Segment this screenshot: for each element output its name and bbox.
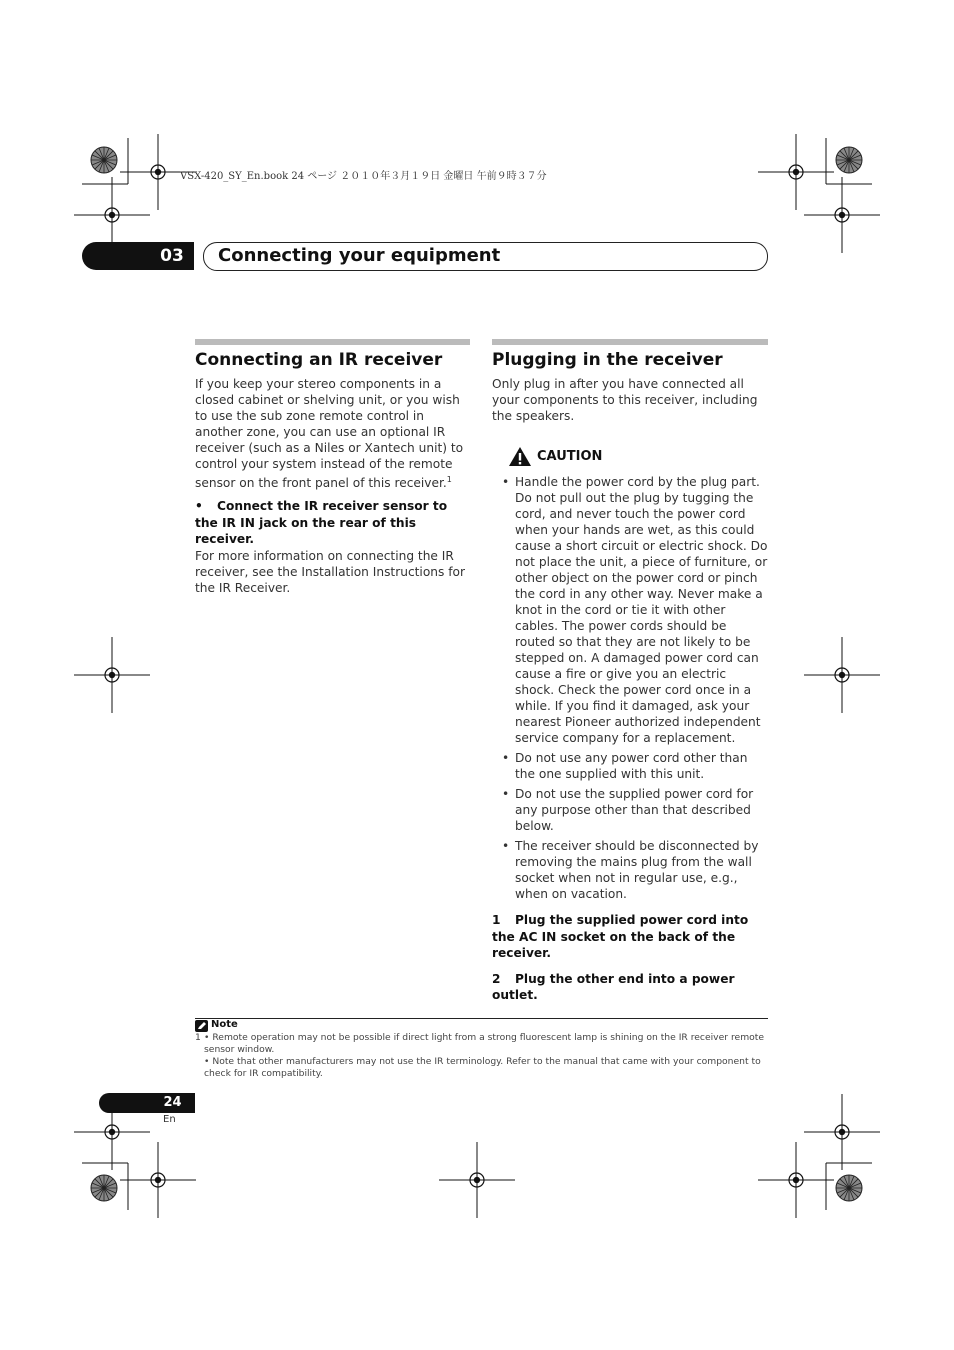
caution-heading xyxy=(492,444,768,468)
registration-mark-icon xyxy=(804,1094,880,1170)
note-item: • Note that other manufacturers may not use the IR terminology. Refer to the manual that came with your component to check for IR compatibility. xyxy=(204,1056,761,1079)
note-body xyxy=(204,1032,768,1080)
section-bar xyxy=(195,339,470,345)
step-text: Plug the other end into a power outlet. xyxy=(492,971,735,1002)
registration-mark-icon xyxy=(758,134,834,210)
chapter-title: Connecting your equipment xyxy=(218,245,501,266)
note-divider xyxy=(195,1018,768,1019)
right-column xyxy=(492,339,768,1004)
note-number: 1 xyxy=(195,1032,201,1043)
section-title-ir-receiver: Connecting an IR receiver xyxy=(195,350,443,370)
plugging-intro: Only plug in after you have connected all your components to this receiver, including the speakers. xyxy=(492,377,758,423)
print-header: VSX-420_SY_En.book 24 ページ ２０１０年３月１９日 金曜日 午前９時３７分 xyxy=(180,171,547,182)
caution-item: • Do not use the supplied power cord for any purpose other than that described below. xyxy=(492,786,768,834)
plug-step-2 xyxy=(492,971,768,1004)
page-number: 24 xyxy=(163,1095,182,1110)
step-bullet: • xyxy=(195,499,203,514)
registration-star-icon xyxy=(91,147,117,173)
step-text: Plug the supplied power cord into the AC IN socket on the back of the receiver. xyxy=(492,913,749,960)
registration-mark-icon xyxy=(74,637,150,713)
step-number: 1 xyxy=(492,913,501,927)
ir-intro-paragraph xyxy=(195,376,470,491)
step-number: 2 xyxy=(492,971,501,986)
ir-intro-text: If you keep your stereo components in a closed cabinet or shelving unit, or you wish to use the sub zone remote control in another zone, you can use an optional IR receiver (such as a Niles or Xantech unit) to control your system instead of the remote sensor on the front panel of this receiver. xyxy=(195,377,464,491)
ir-step-text: Connect the IR receiver sensor to the IR IN jack on the rear of this receiver. xyxy=(195,499,448,547)
note-label: Note xyxy=(211,1019,238,1030)
section-bar xyxy=(492,339,768,345)
caution-item: • Do not use any power cord other than the one supplied with this unit. xyxy=(492,750,768,782)
registration-star-icon xyxy=(836,147,862,173)
plug-step-1 xyxy=(492,912,768,962)
caution-label: CAUTION xyxy=(537,448,603,464)
registration-mark-icon xyxy=(758,1142,834,1218)
caution-list xyxy=(492,474,768,902)
warning-triangle-icon xyxy=(508,446,532,467)
footnote-ref: 1 xyxy=(446,475,452,484)
caution-item: • Handle the power cord by the plug part. Do not pull out the plug by tugging the cord, and never touch the power cord when your hands are wet, as this could cause a short circuit or electric shock. Do not place the unit, a piece of furniture, or other object on the power cord or pinch the cord in any other way. Never make a knot in the cord or tie it with other cables. The power cords should be routed so that they are not likely to be stepped on. A damaged power cord can cause a fire or give you an electric shock. Check the power cord once in a while. If you find it damaged, ask your nearest Pioneer authorized independent service company for a replacement. xyxy=(492,474,768,746)
registration-star-icon xyxy=(836,1175,862,1201)
ir-step xyxy=(195,498,470,548)
caution-item: • The receiver should be disconnected by removing the mains plug from the wall socket when not in regular use, e.g., when on vacation. xyxy=(492,838,768,902)
chapter-number: 03 xyxy=(160,246,184,266)
note-pencil-icon xyxy=(195,1020,208,1032)
registration-mark-icon xyxy=(120,1142,196,1218)
registration-mark-icon xyxy=(804,637,880,713)
registration-mark-icon xyxy=(804,177,880,253)
note-item: • Remote operation may not be possible if direct light from a strong fluorescent lamp is shining on the IR receiver remote sensor window. xyxy=(204,1032,765,1055)
page-language: En xyxy=(163,1114,176,1125)
registration-mark-icon xyxy=(439,1142,515,1218)
left-column xyxy=(195,339,470,596)
ir-step-detail: For more information on connecting the IR receiver, see the Installation Instructions for the IR Receiver. xyxy=(195,548,465,595)
section-title-plugging-in: Plugging in the receiver xyxy=(492,350,723,370)
registration-star-icon xyxy=(91,1175,117,1201)
